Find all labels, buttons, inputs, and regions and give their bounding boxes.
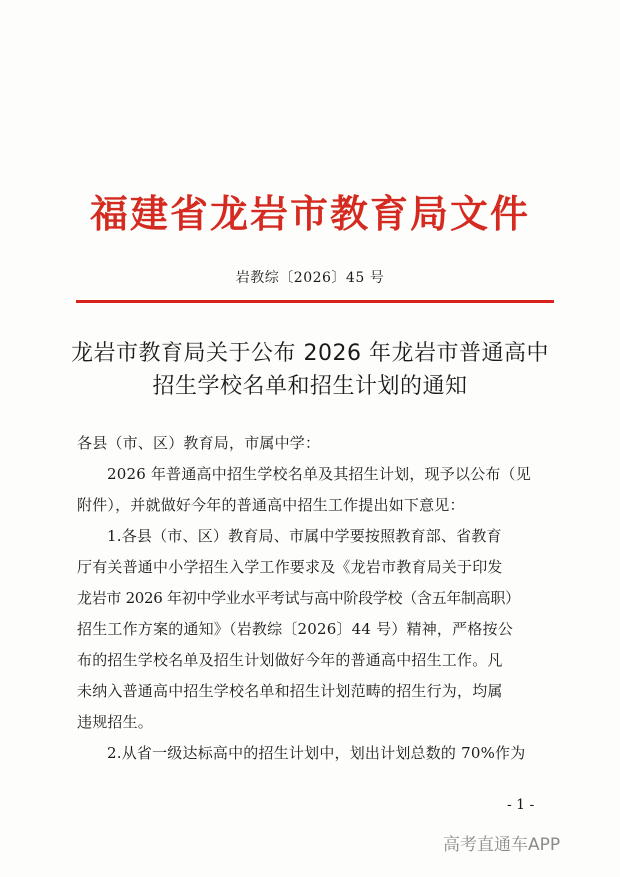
body-line: 厅有关普通中小学招生入学工作要求及《龙岩市教育局关于印发 [77,558,503,576]
notice-title-line-1: 龙岩市教育局关于公布 2026 年龙岩市普通高中 [71,341,549,366]
document-number: 岩教综〔2026〕45 号 [235,270,385,286]
red-divider [76,300,554,303]
body-line: 违规招生。 [77,713,154,731]
body-line: 1.各县（市、区）教育局、市属中学要按照教育部、省教育 [107,527,502,545]
page-number: - 1 - [507,797,535,813]
notice-title-line-2: 招生学校名单和招生计划的通知 [152,374,468,399]
body-line: 龙岩市 2026 年初中学业水平考试与高中阶段学校（含五年制高职） [77,589,520,607]
body-line: 2.从省一级达标高中的招生计划中，划出计划总数的 70%作为 [107,744,526,762]
body-line: 未纳入普通高中招生学校名单和招生计划范畴的招生行为，均属 [77,682,503,700]
salutation: 各县（市、区）教育局，市属中学： [77,434,321,452]
document-header: 福建省龙岩市教育局文件 [89,191,530,236]
body-line: 附件），并就做好今年的普通高中招生工作提出如下意见： [77,496,465,514]
app-watermark: 高考直通车APP [443,835,561,855]
body-line: 招生工作方案的通知》（岩教综〔2026〕44 号）精神，严格按公 [77,620,513,638]
body-line: 2026 年普通高中招生学校名单及其招生计划，现予以公布（见 [107,465,531,483]
body-line: 布的招生学校名单及招生计划做好今年的普通高中招生工作。凡 [77,651,503,669]
